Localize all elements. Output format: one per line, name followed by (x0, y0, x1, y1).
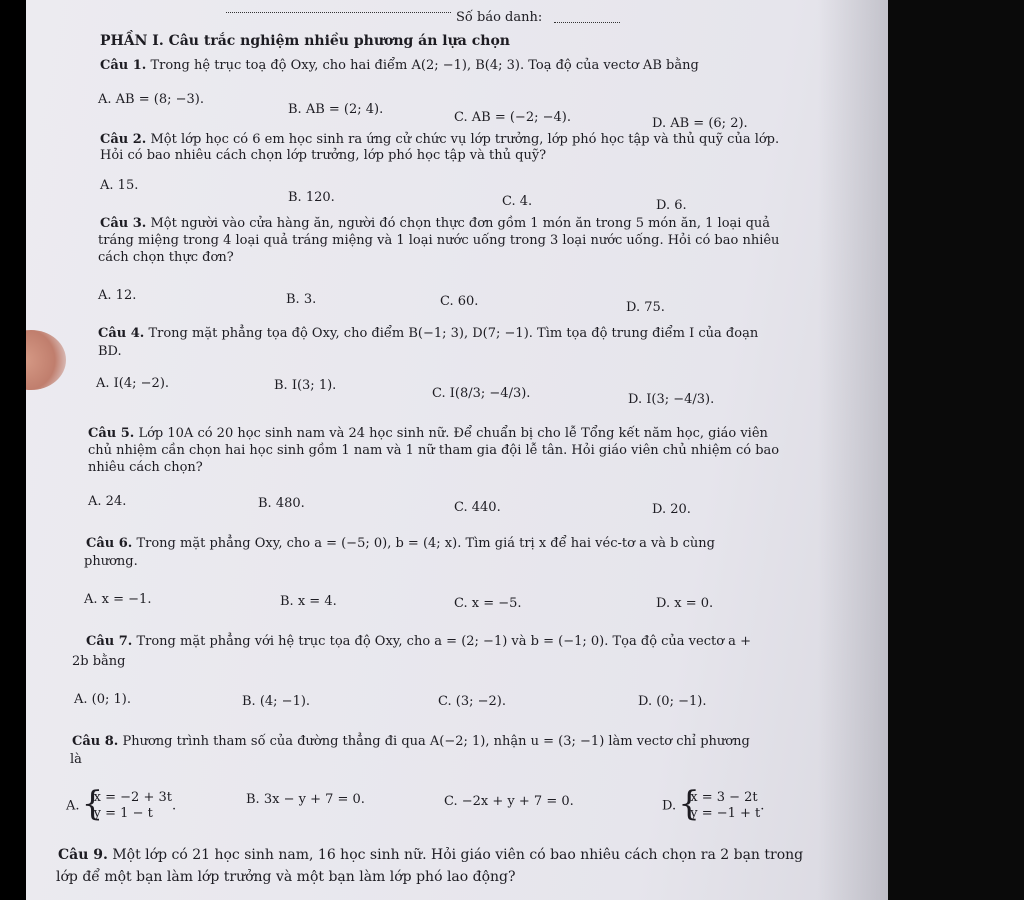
option-b: B. AB = (2; 4). (288, 102, 384, 117)
question-text-line: cách chọn thực đơn? (98, 250, 234, 265)
question-text-line (100, 58, 699, 73)
option-c: C. (3; −2). (438, 694, 506, 709)
option-c: C. −2x + y + 7 = 0. (444, 794, 574, 809)
question-text-line: Câu 4. Trong mặt phẳng tọa độ Oxy, cho điểm B(−1; 3), D(7; −1). Tìm tọa độ trung điểm I của đoạn (98, 326, 759, 341)
option-a: A. 15. (100, 178, 139, 193)
question-text: Trong hệ trục toạ độ Oxy, cho hai điểm A(2; −1), B(4; 3). Toạ độ của vectơ AB bằng (150, 58, 699, 73)
option-a: A. { x = −2 + 3t y = 1 − t . (66, 790, 176, 822)
question-text-line: Hỏi có bao nhiêu cách chọn lớp trưởng, lớp phó học tập và thủ quỹ? (100, 148, 547, 163)
question-label: Câu 9. (58, 847, 108, 863)
option-d: D. { x = 3 − 2t y = −1 + t. (662, 790, 764, 822)
option-b: B. 480. (258, 496, 305, 511)
question-text-line: nhiêu cách chọn? (88, 460, 203, 475)
option-b: B. 3. (286, 292, 317, 307)
option-d: D. 6. (656, 198, 687, 213)
question-label: Câu 7. (86, 634, 133, 649)
question-label: Câu 5. (88, 426, 135, 441)
question-text-line: Câu 9. Một lớp có 21 học sinh nam, 16 học sinh nữ. Hỏi giáo viên có bao nhiêu cách chọn ra 2 bạn trong (58, 847, 804, 863)
option-a: A. 24. (88, 494, 127, 509)
option-c: C. x = −5. (454, 596, 522, 611)
option-c: C. AB = (−2; −4). (454, 110, 571, 125)
question-label: Câu 2. (100, 132, 147, 147)
question-label: Câu 3. (100, 216, 147, 231)
option-b: B. (4; −1). (242, 694, 311, 709)
option-d: D. (0; −1). (638, 694, 707, 709)
option-d: D. AB = (6; 2). (652, 116, 748, 131)
option-b: B. 120. (288, 190, 335, 205)
option-c: C. 4. (502, 194, 533, 209)
option-a: A. x = −1. (84, 592, 152, 607)
question-text-line: Câu 7. Trong mặt phẳng với hệ trục tọa độ Oxy, cho a = (2; −1) và b = (−1; 0). Tọa độ của vectơ a + (86, 634, 751, 649)
question-text-line: tráng miệng trong 4 loại quả tráng miệng và 1 loại nước uống trong 3 loại nước uống. Hỏi có bao nhiêu (98, 233, 780, 248)
question-text-line: Câu 8. Phương trình tham số của đường thẳng đi qua A(−2; 1), nhận u = (3; −1) làm vectơ chỉ phương (72, 734, 750, 749)
question-text-line: là (70, 752, 82, 767)
question-text-line: lớp để một bạn làm lớp trưởng và một bạn làm lớp phó lao động? (56, 869, 516, 885)
option-c: C. 440. (454, 500, 501, 515)
equation-system: { x = 3 − 2t y = −1 + t (680, 790, 760, 822)
question-text-line: Câu 6. Trong mặt phẳng Oxy, cho a = (−5; 0), b = (4; x). Tìm giá trị x để hai véc-tơ a và b cùng (86, 536, 715, 551)
exam-content (26, 0, 888, 900)
option-a: A. (0; 1). (74, 692, 132, 707)
option-b: B. x = 4. (280, 594, 337, 609)
option-c: C. I(8/3; −4/3). (432, 386, 531, 401)
question-label: Câu 8. (72, 734, 119, 749)
question-text-line: chủ nhiệm cần chọn hai học sinh gồm 1 nam và 1 nữ tham gia đội lễ tân. Hỏi giáo viên chủ nhiệm có bao (88, 443, 780, 458)
question-text-line: phương. (84, 554, 138, 569)
question-text-line: Câu 3. Một người vào cửa hàng ăn, người đó chọn thực đơn gồm 1 món ăn trong 5 món ăn, 1 loại quả (100, 216, 771, 231)
question-label: Câu 1. (100, 58, 147, 73)
question-text-line: 2b bằng (72, 654, 126, 669)
option-c: C. 60. (440, 294, 479, 309)
header-dotted-line (226, 12, 451, 13)
candidate-number-label: Số báo danh: (456, 10, 543, 25)
equation-system: { x = −2 + 3t y = 1 − t (84, 790, 172, 822)
option-d: D. 20. (652, 502, 691, 517)
option-a: A. 12. (98, 288, 137, 303)
question-label: Câu 4. (98, 326, 145, 341)
section-title: PHẦN I. Câu trắc nghiệm nhiều phương án lựa chọn (100, 33, 510, 49)
option-b: B. 3x − y + 7 = 0. (246, 792, 365, 807)
option-d: D. I(3; −4/3). (628, 392, 715, 407)
option-d: D. x = 0. (656, 596, 714, 611)
candidate-number-blank (554, 22, 620, 23)
question-text-line: Câu 5. Lớp 10A có 20 học sinh nam và 24 học sinh nữ. Để chuẩn bị cho lễ Tổng kết năm học, giáo viên (88, 426, 768, 441)
option-a: A. I(4; −2). (96, 376, 170, 391)
exam-paper (26, 0, 888, 900)
option-b: B. I(3; 1). (274, 378, 337, 393)
question-label: Câu 6. (86, 536, 133, 551)
dark-background (888, 0, 1024, 900)
option-a: A. AB = (8; −3). (98, 92, 204, 107)
option-d: D. 75. (626, 300, 665, 315)
question-text-line: BD. (98, 344, 122, 359)
question-text-line: Câu 2. Một lớp học có 6 em học sinh ra ứng cử chức vụ lớp trưởng, lớp phó học tập và thủ quỹ của lớp. (100, 132, 780, 147)
